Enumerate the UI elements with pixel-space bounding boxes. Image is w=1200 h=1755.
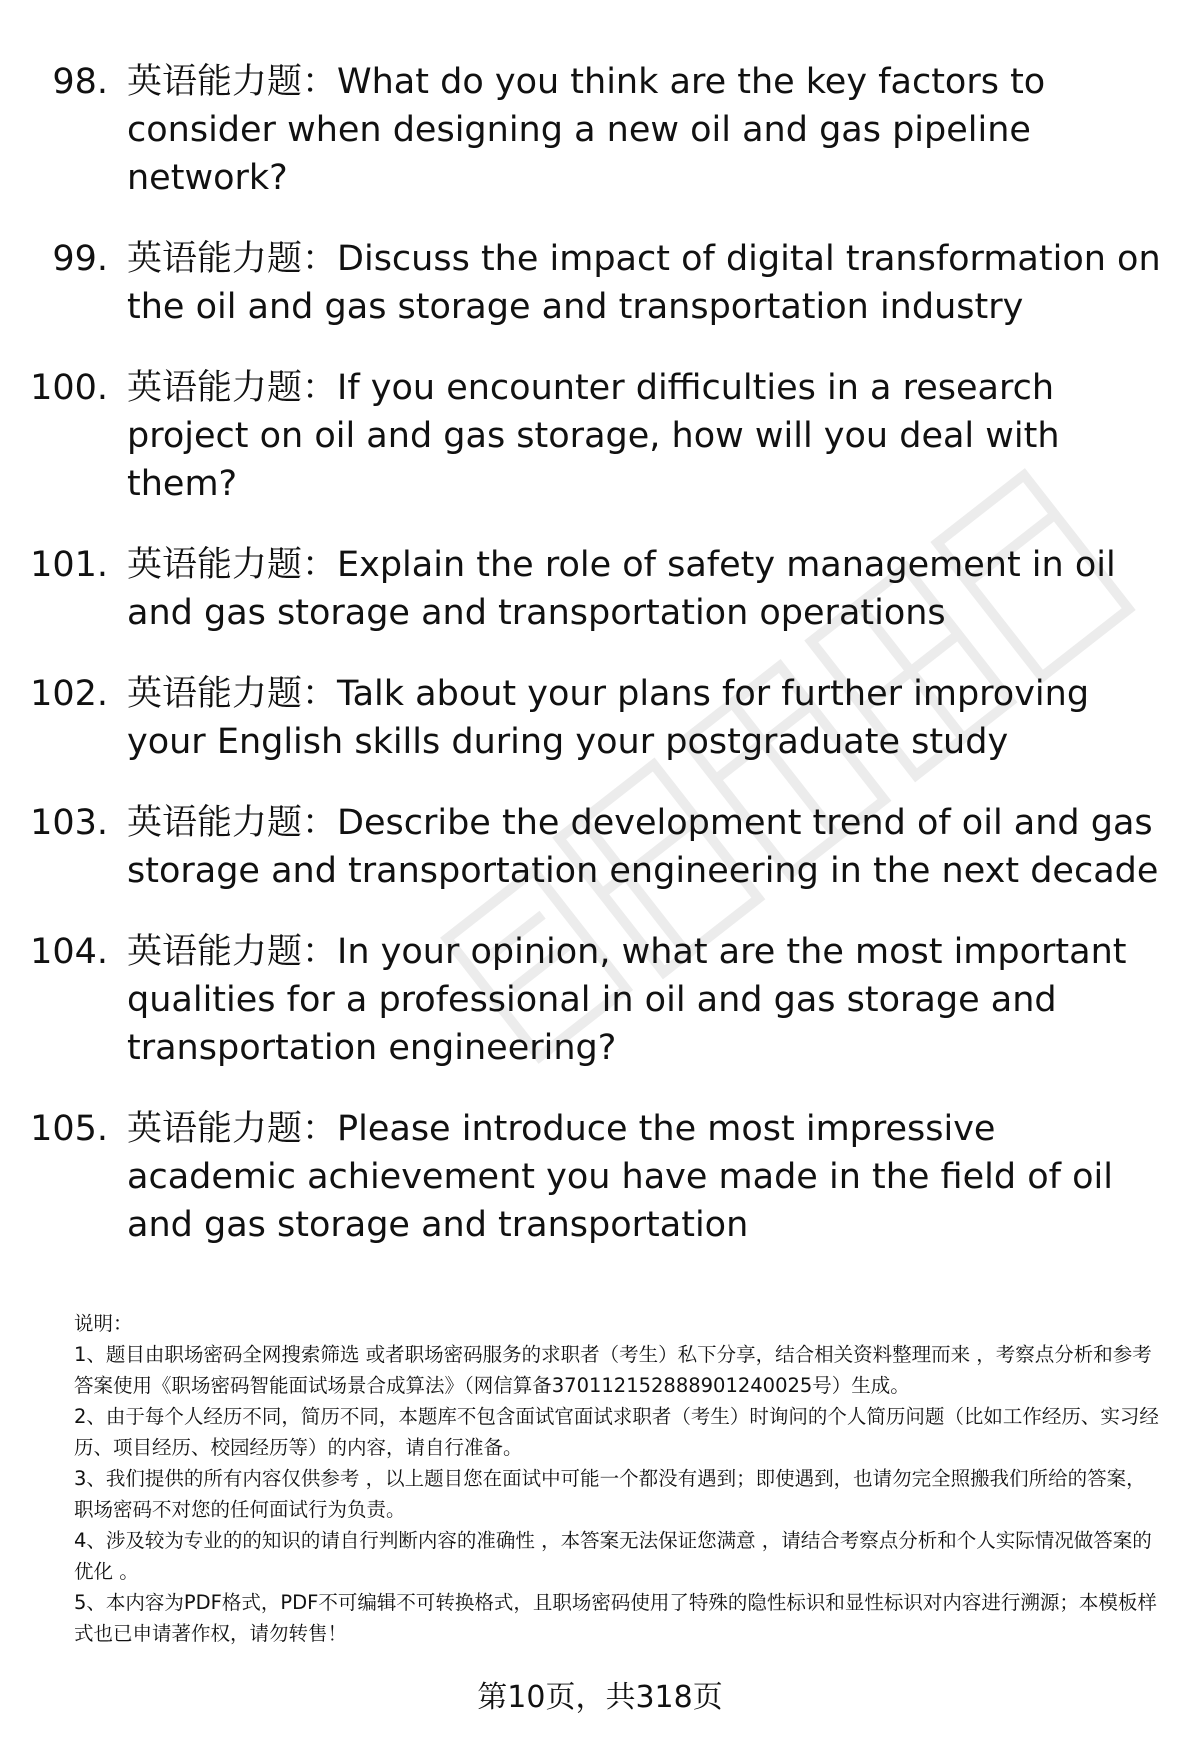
question-item-100 [0,364,1200,508]
question-category: 英语能力题： [127,803,338,843]
question-number: 101. [30,545,108,585]
question-body [127,364,1167,508]
question-number: 98. [52,62,108,102]
question-category: 英语能力题： [127,368,338,408]
question-body [127,799,1167,895]
question-category: 英语能力题： [127,545,338,585]
question-category: 英语能力题： [127,1109,338,1149]
question-text: What do you think are the key factors to consider when designing a new oil and gas pipeline network? [127,62,1046,198]
question-number: 99. [52,239,108,279]
notes-heading: 说明： [74,1312,133,1335]
question-number: 104. [30,932,108,972]
question-text: Explain the role of safety management in oil and gas storage and transportation operations [127,545,1116,633]
question-category: 英语能力题： [127,932,338,972]
question-text: Discuss the impact of digital transformation on the oil and gas storage and transportation industry [127,239,1161,327]
question-text: Describe the development trend of oil and gas storage and transportation engineering in the next decade [127,803,1159,891]
question-item-105 [0,1105,1200,1249]
question-list [0,58,1200,1282]
question-number: 100. [30,368,108,408]
question-text: Talk about your plans for further improving your English skills during your postgraduate study [127,674,1090,762]
question-body [127,58,1167,202]
question-body [127,670,1167,766]
question-number: 105. [30,1109,108,1149]
notes-section [74,1308,1164,1649]
note-item-2: 2、由于每个人经历不同，简历不同，本题库不包含面试官面试求职者（考生）时询问的个人简历问题（比如工作经历、实习经历、项目经历、校园经历等）的内容，请自行准备。 [74,1405,1159,1459]
question-item-102 [0,670,1200,766]
note-item-5: 5、本内容为PDF格式，PDF不可编辑不可转换格式，且职场密码使用了特殊的隐性标识和显性标识对内容进行溯源；本模板样式也已申请著作权，请勿转售！ [74,1591,1157,1645]
question-body [127,1105,1167,1249]
question-body [127,541,1167,637]
question-text: In your opinion, what are the most important qualities for a professional in oil and gas storage and transportation engineering? [127,932,1127,1068]
question-item-99 [0,235,1200,331]
question-item-101 [0,541,1200,637]
question-item-98 [0,58,1200,202]
question-number: 103. [30,803,108,843]
note-item-4: 4、涉及较为专业的的知识的请自行判断内容的准确性 ，本答案无法保证您满意 ，请结合考察点分析和个人实际情况做答案的优化 。 [74,1529,1152,1583]
note-item-1: 1、题目由职场密码全网搜索筛选 或者职场密码服务的求职者（考生）私下分享，结合相关资料整理而来 ，考察点分析和参考答案使用《职场密码智能面试场景合成算法》（网信算备370112152888901240025号）生成。 [74,1343,1152,1397]
question-category: 英语能力题： [127,239,338,279]
question-item-104 [0,928,1200,1072]
question-number: 102. [30,674,108,714]
question-text: Please introduce the most impressive academic achievement you have made in the field of oil and gas storage and transportation [127,1109,1113,1245]
question-category: 英语能力题： [127,62,338,102]
question-text: If you encounter difficulties in a research project on oil and gas storage, how will you deal with them? [127,368,1060,504]
page-indicator: 第10页，共318页 [477,1680,723,1715]
question-category: 英语能力题： [127,674,338,714]
question-body [127,928,1167,1072]
question-item-103 [0,799,1200,895]
question-body [127,235,1167,331]
note-item-3: 3、我们提供的所有内容仅供参考 ，以上题目您在面试中可能一个都没有遇到；即使遇到，也请勿完全照搬我们所给的答案，职场密码不对您的任何面试行为负责。 [74,1467,1146,1521]
